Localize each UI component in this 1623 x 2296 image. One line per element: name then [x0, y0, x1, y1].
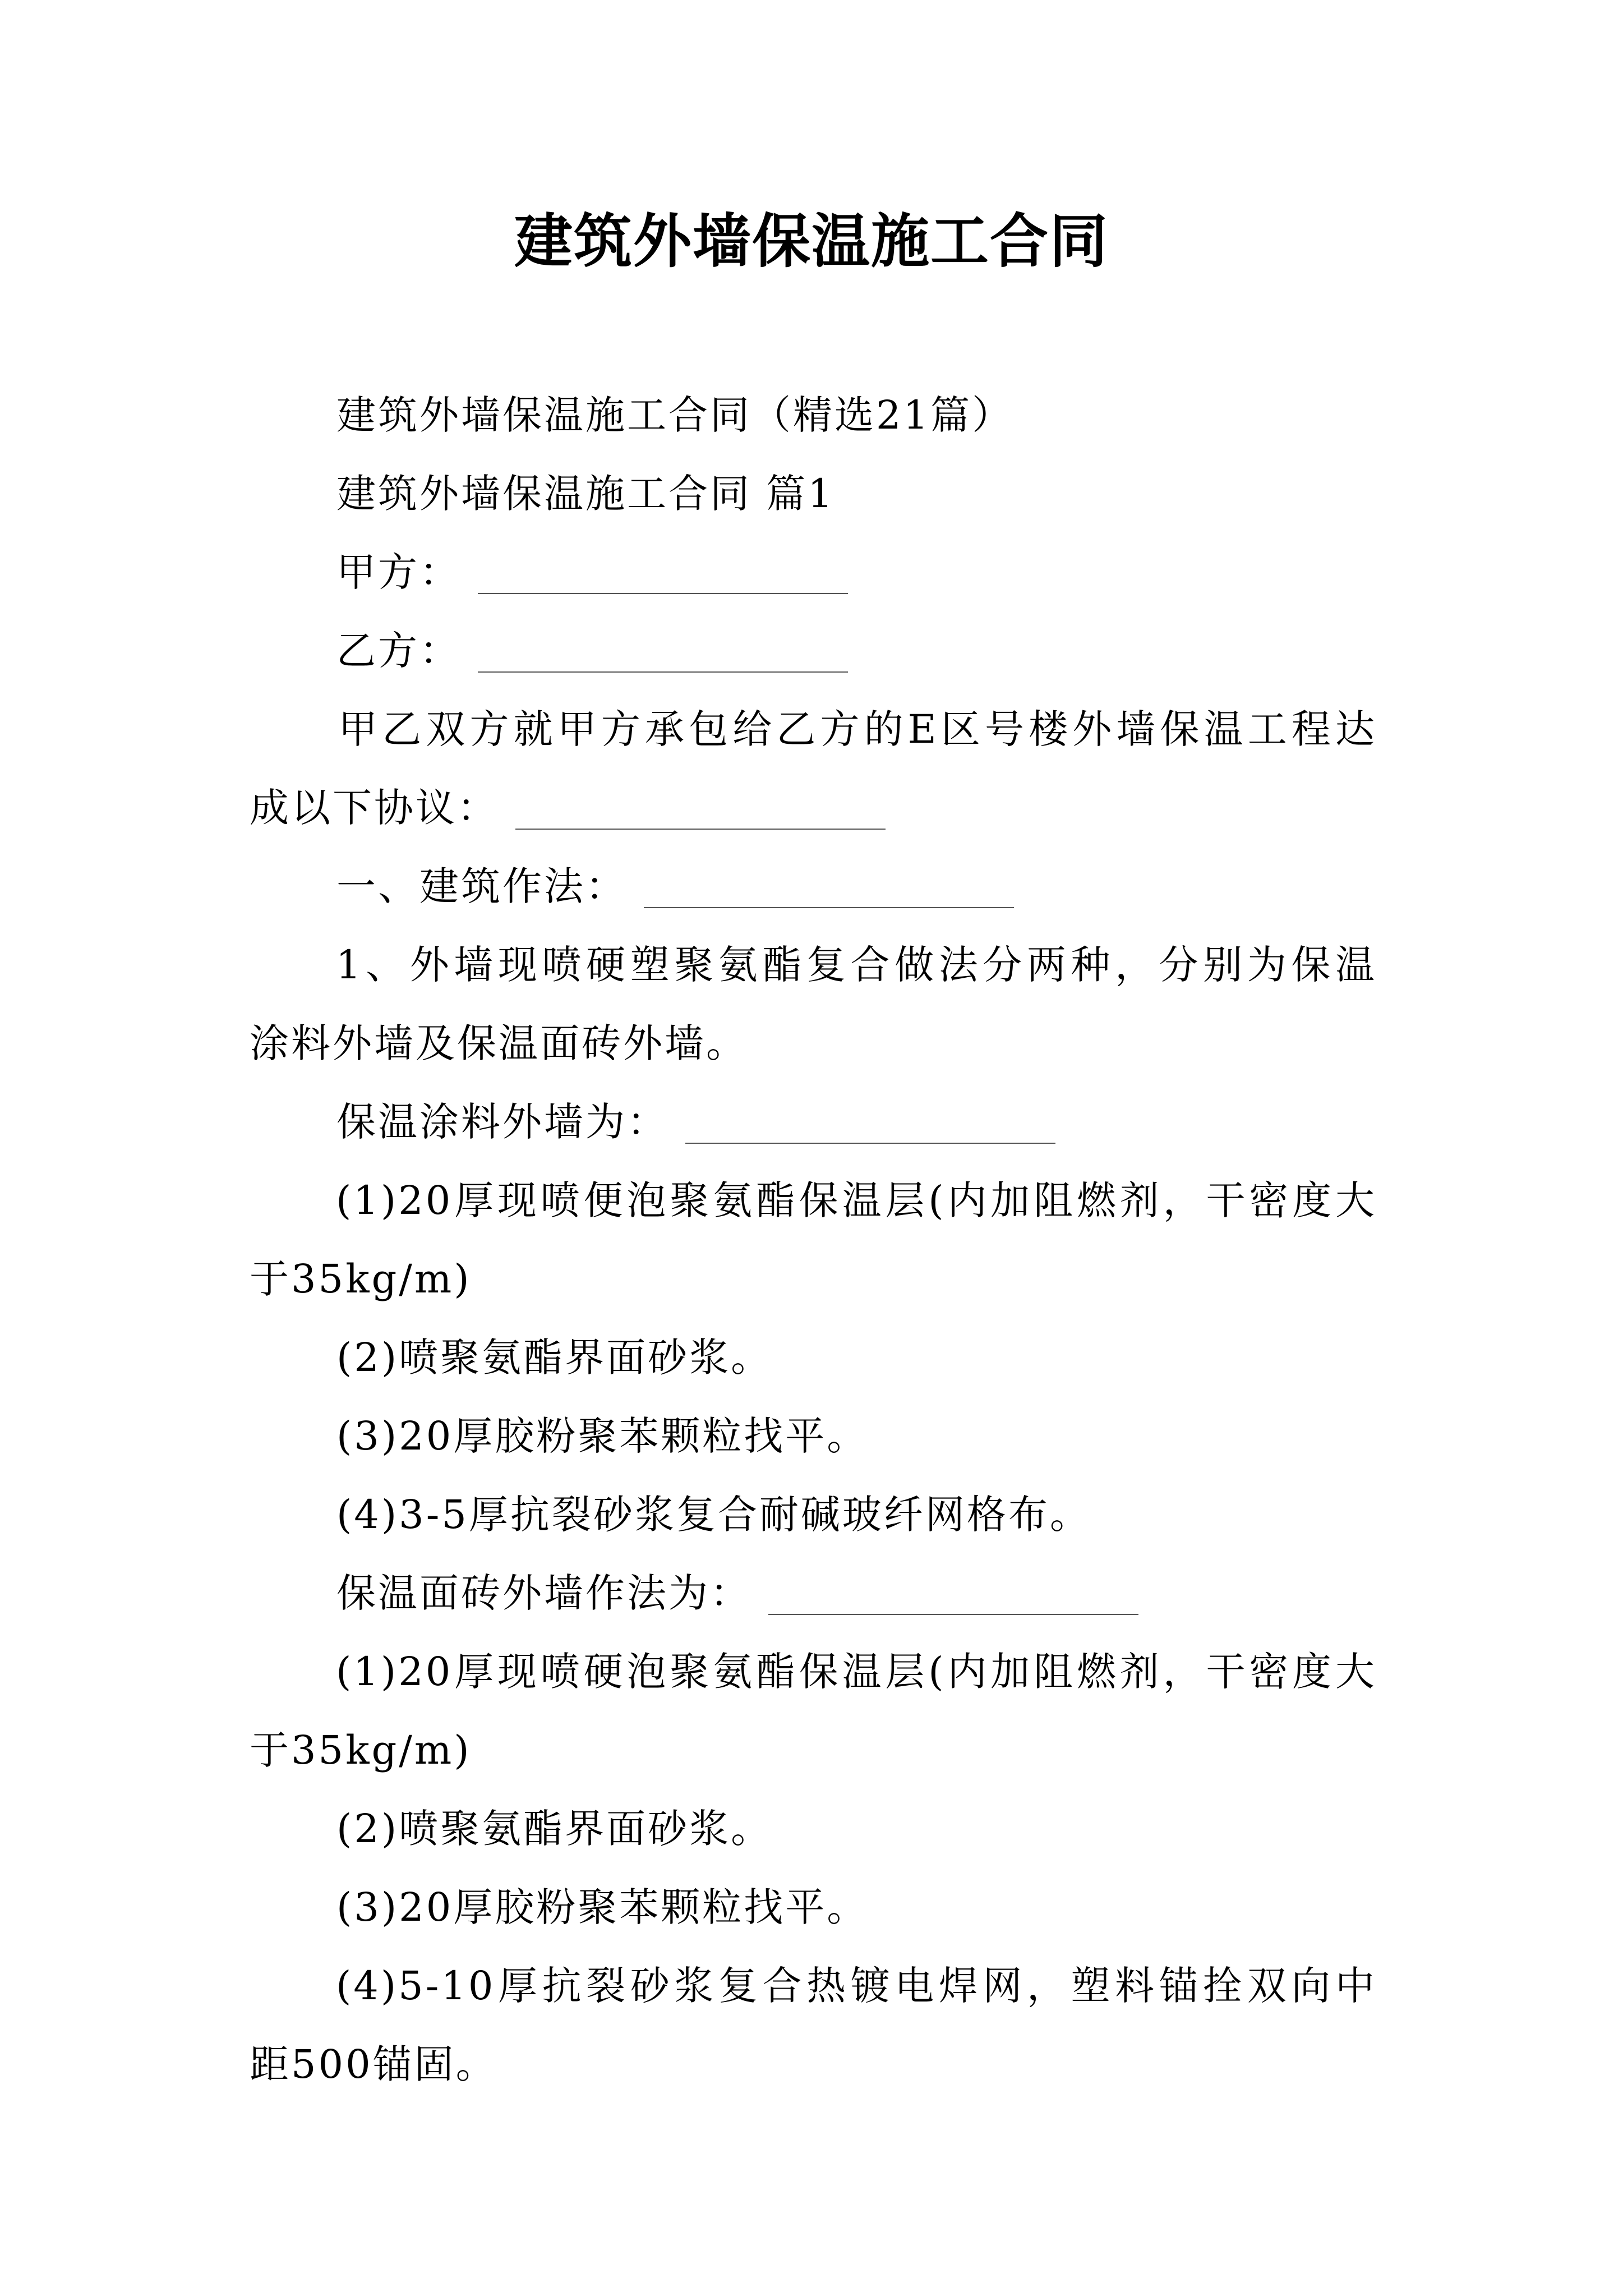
- coating-step-1-line-2: 于35kg/m): [250, 1256, 472, 1302]
- tile-heading: [336, 1548, 1138, 1638]
- coating-step-2: (2)喷聚氨酯界面砂浆。: [336, 1335, 773, 1381]
- agreement-blank: [515, 826, 886, 830]
- agreement-text-1: 甲乙双方就甲方承包给乙方的E区号楼外墙保温工程达: [336, 706, 1377, 752]
- party-b-blank: [478, 669, 848, 673]
- coating-step-1-line-1: [250, 1156, 1377, 1245]
- agreement-paragraph-line-1: [250, 684, 1377, 774]
- document-title: 建筑外墙保温施工合同: [514, 206, 1109, 275]
- coating-step-3: (3)20厚胶粉聚苯颗粒找平。: [336, 1413, 869, 1459]
- tile-step-4-line-1: [250, 1941, 1377, 2031]
- chapter-heading: 建筑外墙保温施工合同 篇1: [336, 471, 835, 517]
- coating-heading-label: 保温涂料外墙为：: [336, 1099, 668, 1145]
- party-b-label: 乙方：: [336, 628, 461, 674]
- agreement-text-2: 成以下协议：: [250, 785, 499, 831]
- section-heading-1: [336, 841, 1014, 931]
- item-1-text-1: 1、外墙现喷硬塑聚氨酯复合做法分两种，分别为保温: [336, 942, 1377, 988]
- section-heading-1-label: 一、建筑作法：: [336, 863, 627, 909]
- section-1-blank: [644, 905, 1014, 908]
- party-a-line: [336, 527, 848, 617]
- item-1-line-1: [250, 920, 1377, 1010]
- tile-step-1-text-1: (1)20厚现喷硬泡聚氨酯保温层(内加阻燃剂，干密度大: [336, 1649, 1377, 1695]
- coating-blank: [685, 1140, 1055, 1144]
- tile-step-2: (2)喷聚氨酯界面砂浆。: [336, 1806, 773, 1852]
- subtitle-line: 建筑外墙保温施工合同（精选21篇）: [336, 392, 1014, 438]
- tile-step-1-line-1: [250, 1627, 1377, 1717]
- party-b-line: [336, 606, 848, 696]
- party-a-blank: [478, 591, 848, 594]
- agreement-paragraph-line-2: [250, 763, 886, 853]
- tile-step-1-line-2: 于35kg/m): [250, 1727, 472, 1773]
- party-a-label: 甲方：: [336, 549, 461, 595]
- coating-heading: [336, 1077, 1055, 1167]
- item-1-line-2: 涂料外墙及保温面砖外墙。: [250, 1020, 748, 1066]
- tile-heading-label: 保温面砖外墙作法为：: [336, 1570, 751, 1616]
- tile-step-4-text-1: (4)5-10厚抗裂砂浆复合热镀电焊网，塑料锚拴双向中: [336, 1963, 1377, 2009]
- tile-step-4-line-2: 距500锚固。: [250, 2041, 497, 2087]
- coating-step-1-text-1: (1)20厚现喷便泡聚氨酯保温层(内加阻燃剂，干密度大: [336, 1177, 1377, 1223]
- tile-step-3: (3)20厚胶粉聚苯颗粒找平。: [336, 1884, 869, 1930]
- tile-blank: [768, 1612, 1138, 1615]
- coating-step-4: (4)3-5厚抗裂砂浆复合耐碱玻纤网格布。: [336, 1492, 1091, 1538]
